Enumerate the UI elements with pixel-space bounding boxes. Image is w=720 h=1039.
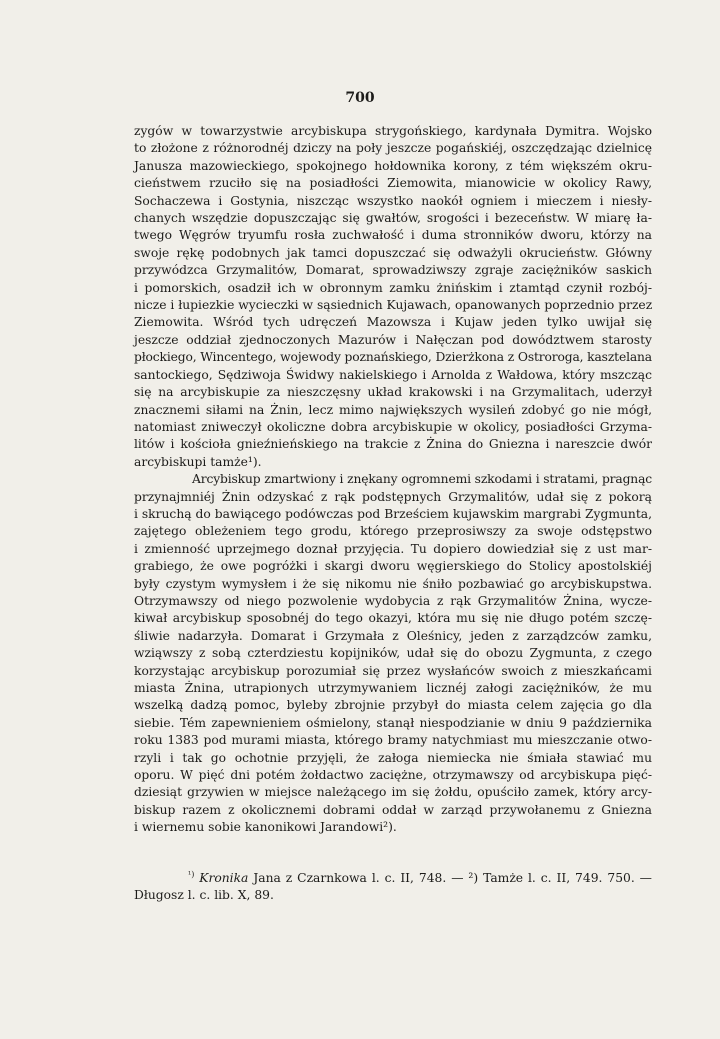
footnote-title: Kronika bbox=[199, 871, 249, 885]
text-line: śliwie nadarzyła. Domarat i Grzymała z Oleśnicy, jeden z zarządzców zamku, bbox=[134, 628, 652, 643]
text-line: korzystając arcybiskup porozumiał się przez wysłańców swoich z mieszkańcami bbox=[134, 663, 652, 678]
footnote-text: Jana z Czarnkowa l. c. II, 748. — ²) Tamże l. c. II, 749. 750. — bbox=[253, 871, 652, 885]
text-line: płockiego, Wincentego, wojewody poznańskiego, Dzierżkona z Ostroroga, kasztelana bbox=[134, 350, 652, 365]
text-line: rzyli i tak go ochotnie przyjęli, że załoga niemiecka nie śmiała stawiać mu bbox=[134, 750, 652, 765]
text-line: arcybiskupi tamże¹). bbox=[134, 454, 262, 469]
text-line: oporu. W pięć dni potém żołdactwo zaciężne, otrzymawszy od arcybiskupa pięć- bbox=[134, 768, 652, 783]
footnote-line-1 bbox=[134, 870, 652, 887]
text-line: kiwał arcybiskup sposobnéj do tego okazyi, która mu się nie długo potém szczę- bbox=[134, 611, 652, 626]
footnote-line-2: Długosz l. c. lib. X, 89. bbox=[134, 888, 274, 903]
text-line: siebie. Tém zapewnieniem ośmielony, stanął niespodzianie w dniu 9 października bbox=[134, 715, 652, 730]
text-line: jeszcze oddział zjednoczonych Mazurów i Nałęczan pod dowództwem starosty bbox=[134, 332, 652, 347]
text-line: Janusza mazowieckiego, spokojnego hołdownika korony, z tém większém okru- bbox=[134, 158, 652, 173]
text-line: litów i kościoła gnieźnieńskiego na trakcie z Żnina do Gniezna i nareszcie dwór bbox=[134, 437, 652, 452]
text-line: zajętego obleżeniem tego grodu, którego przeprosiwszy za swoje odstępstwo bbox=[134, 524, 652, 539]
footnote-marker: ¹) bbox=[188, 869, 195, 879]
text-line: cieństwem rzuciło się na posiadłości Ziemowita, mianowicie w okolicy Rawy, bbox=[134, 176, 652, 191]
text-line: natomiast zniweczył okoliczne dobra arcybiskupie w okolicy, posiadłości Grzyma- bbox=[134, 419, 652, 434]
text-line: przynajmniéj Żnin odzyskać z rąk podstępnych Grzymalitów, udał się z pokorą bbox=[134, 489, 652, 504]
text-line: dziesiąt grzywien w miejsce należącego im się żołdu, opuściło zamek, który arcy- bbox=[134, 785, 652, 800]
text-line: wszelką dadzą pomoc, byleby zbrojnie przybył do miasta celem zajęcia go dla bbox=[134, 698, 652, 713]
paragraph-2 bbox=[134, 471, 652, 837]
text-line: Sochaczewa i Gostynia, niszcząc wszystko naokół ogniem i mieczem i niesły- bbox=[134, 193, 652, 208]
text-line: swoje rękę podobnych jak tamci dopuszczać się odważyli okrucieństw. Główny bbox=[134, 245, 652, 260]
text-line: znacznemi siłami na Żnin, lecz mimo największych wysileń zdobyć go nie mógł, bbox=[134, 402, 652, 417]
text-line: i pomorskich, osadził ich w obronnym zamku żnińskim i ztamtąd czynił rozbój- bbox=[134, 280, 652, 295]
text-line: Ziemowita. Wśród tych udręczeń Mazowsza i Kujaw jeden tylko uwijał się bbox=[134, 315, 652, 330]
text-line: przywódzca Grzymalitów, Domarat, sprowadziwszy zgraje zaciężników saskich bbox=[134, 263, 652, 278]
text-line: roku 1383 pod murami miasta, którego bramy natychmiast mu mieszczanie otwo- bbox=[134, 733, 652, 748]
text-line: i zmienność uprzejmego doznał przyjęcia. Tu dopiero dowiedział się z ust mar- bbox=[134, 541, 652, 556]
text-line: się na arcybiskupie za nieszczęsny układ krakowski i na Grzymalitach, uderzył bbox=[134, 385, 652, 400]
text-line: i wiernemu sobie kanonikowi Jarandowi²). bbox=[134, 820, 397, 835]
text-line: chanych wszędzie dopuszczając się gwałtów, srogości i bezeceństw. W miarę ła- bbox=[134, 211, 652, 226]
text-line: santockiego, Sędziwoja Świdwy nakielskiego i Arnolda z Wałdowa, który mszcząc bbox=[134, 367, 652, 382]
text-line: twego Węgrów tryumfu rosła zuchwałość i duma stronników dworu, którzy na bbox=[134, 228, 652, 243]
text-line: wziąwszy z sobą czterdziestu kopijników, udał się do obozu Zygmunta, z czego bbox=[134, 646, 652, 661]
text-line: grabiego, że owe pogróżki i skargi dworu węgierskiego do Stolicy apostolskiéj bbox=[134, 559, 652, 574]
text-line: Arcybiskup zmartwiony i znękany ogromnemi szkodami i stratami, pragnąc bbox=[192, 472, 652, 487]
text-line: to złożone z różnorodnéj dziczy na poły jeszcze pogańskiéj, oszczędzając dzielnicę bbox=[134, 141, 652, 156]
body-text bbox=[134, 123, 652, 837]
footnotes bbox=[134, 870, 652, 905]
text-line: Otrzymawszy od niego pozwolenie wydobycia z rąk Grzymalitów Żnina, wycze- bbox=[134, 593, 652, 608]
text-line: zygów w towarzystwie arcybiskupa strygońskiego, kardynała Dymitra. Wojsko bbox=[134, 124, 652, 138]
text-line: miasta Żnina, utrapionych utrzymywaniem licznéj załogi zaciężników, że mu bbox=[134, 681, 652, 695]
paragraph-1 bbox=[134, 123, 652, 471]
text-line: nicze i łupiezkie wycieczki w sąsiednich Kujawach, opanowanych poprzednio przez bbox=[134, 298, 653, 313]
text-line: biskup razem z okolicznemi dobrami oddał w zarząd przywołanemu z Gniezna bbox=[134, 802, 652, 817]
text-line: i skruchą do bawiącego podówczas pod Brześciem kujawskim margrabi Zygmunta, bbox=[134, 506, 652, 521]
page-number: 700 bbox=[345, 90, 375, 106]
text-line: były czystym wymysłem i że się nikomu nie śniło pozbawiać go arcybiskupstwa. bbox=[134, 576, 652, 591]
